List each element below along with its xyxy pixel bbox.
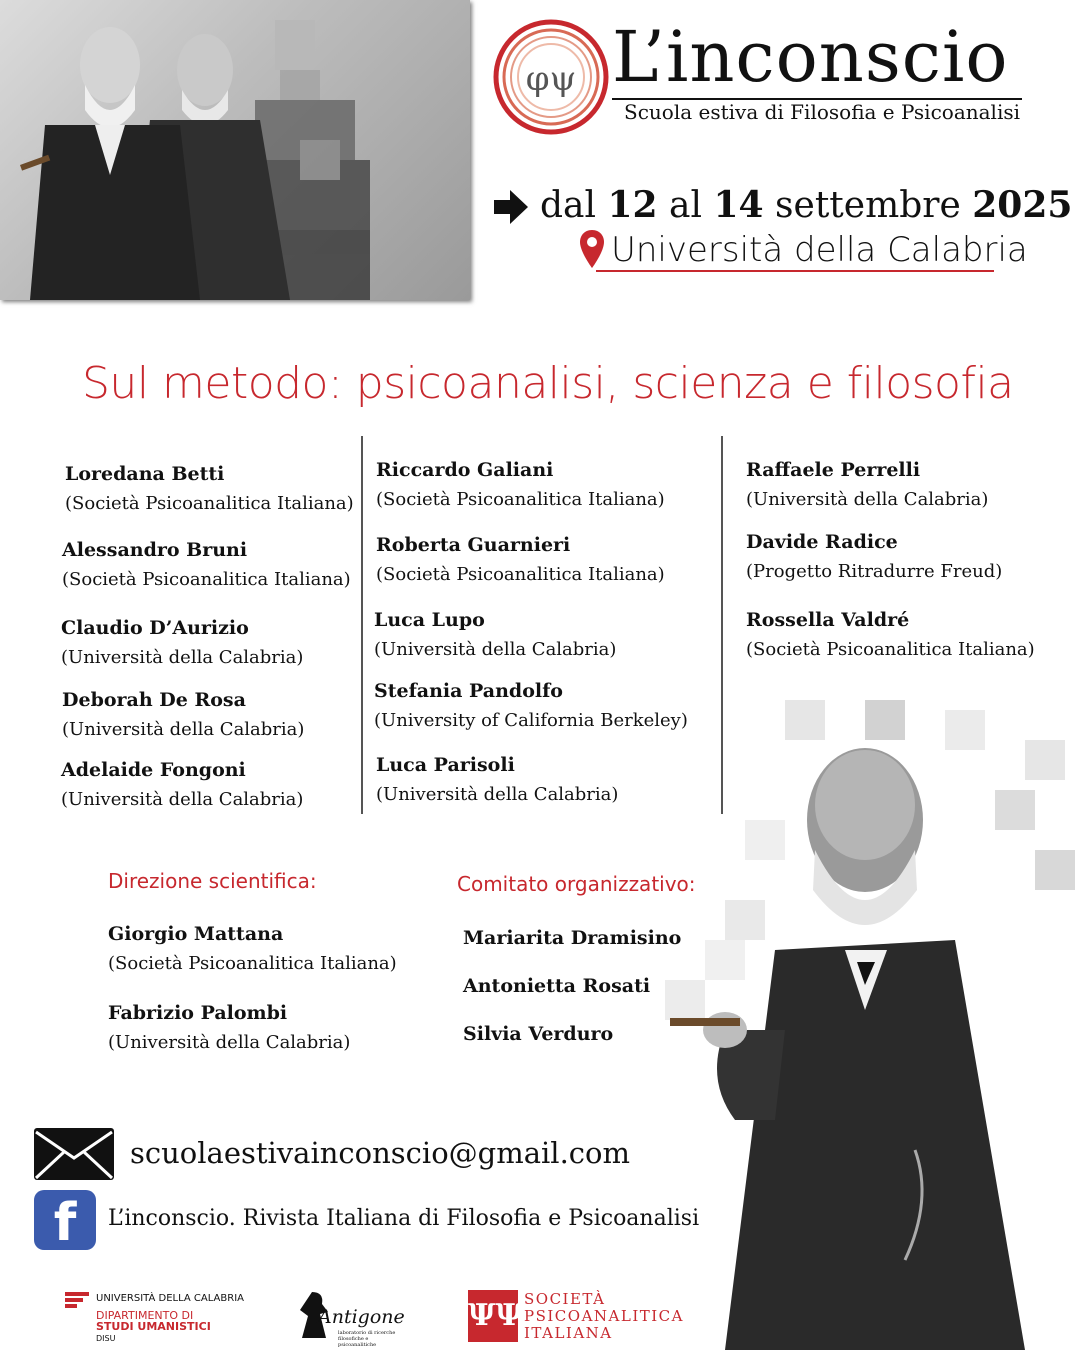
arrow-right-icon [492, 188, 530, 226]
director-entry [108, 923, 397, 974]
logo-title: L’inconscio [612, 16, 1009, 98]
speaker-affiliation: (Società Psicoanalitica Italiana) [65, 493, 354, 514]
spi-logo-icon: ΨΨ [468, 1290, 518, 1342]
committee-member [463, 927, 681, 949]
speaker-name: Alessandro Bruni [62, 539, 248, 561]
speaker-affiliation: (University of California Berkeley) [374, 710, 688, 731]
speaker-entry [376, 459, 665, 510]
speaker-name: Riccardo Galiani [376, 459, 554, 481]
speaker-affiliation: (Società Psicoanalitica Italiana) [376, 489, 665, 510]
direzione-heading: Direzione scientifica: [108, 869, 317, 893]
dates-year: 2025 [972, 184, 1073, 226]
facebook-icon[interactable]: f [34, 1190, 96, 1250]
logo-subtitle: Scuola estiva di Filosofia e Psicoanalisi [624, 100, 1021, 124]
speaker-entry [376, 534, 665, 585]
committee-member [463, 1023, 613, 1045]
dates-end: 14 [713, 184, 764, 226]
speaker-entry [62, 689, 304, 740]
speaker-name: Davide Radice [746, 531, 898, 553]
freud-figures-illustration [0, 0, 470, 300]
speaker-name: Stefania Pandolfo [374, 680, 563, 702]
director-name: Giorgio Mattana [108, 923, 284, 945]
speaker-affiliation: (Università della Calabria) [61, 789, 304, 810]
speaker-name: Raffaele Perrelli [746, 459, 921, 481]
unical-department [96, 1310, 211, 1332]
location-pin-icon [578, 228, 606, 270]
speaker-affiliation: (Università della Calabria) [62, 719, 305, 740]
dates-mid: al [669, 185, 703, 226]
unical-disu: DISU [96, 1334, 116, 1343]
speaker-entry [376, 754, 618, 805]
svg-text:φψ: φψ [525, 59, 577, 99]
speaker-name: Claudio D’Aurizio [61, 617, 249, 639]
speaker-affiliation: (Progetto Ritradurre Freud) [746, 561, 1003, 582]
speaker-affiliation: (Società Psicoanalitica Italiana) [746, 639, 1035, 660]
director-affiliation: (Università della Calabria) [108, 1032, 351, 1053]
location-underline [596, 270, 994, 272]
director-entry [108, 1002, 350, 1053]
committee-member [463, 975, 650, 997]
envelope-icon [32, 1126, 116, 1182]
contact-email[interactable]: scuolaestivainconscio@gmail.com [130, 1136, 630, 1170]
speaker-affiliation: (Università della Calabria) [61, 647, 304, 668]
speaker-name: Adelaide Fongoni [61, 759, 246, 781]
speaker-entry [746, 609, 1035, 660]
speaker-entry [61, 617, 303, 668]
director-name: Fabrizio Palombi [108, 1002, 288, 1024]
unical-dept-line-1: DIPARTIMENTO DI [96, 1309, 194, 1322]
freud-portrait-illustration [665, 700, 1080, 1350]
speaker-entry [374, 609, 616, 660]
page-title: Sul metodo: psicoanalisi, scienza e filosofia [82, 358, 1014, 409]
speaker-affiliation: (Società Psicoanalitica Italiana) [376, 564, 665, 585]
inconscio-logo-icon [492, 18, 610, 136]
unical-logo-icon [65, 1292, 89, 1308]
event-location: Università della Calabria [611, 230, 1028, 270]
facebook-page-link[interactable]: L’inconscio. Rivista Italiana di Filosofia e Psicoanalisi [108, 1206, 700, 1231]
speaker-name: Roberta Guarnieri [376, 534, 571, 556]
unical-dept-line-2: STUDI UMANISTICI [96, 1320, 211, 1333]
dates-prefix: dal [540, 185, 597, 226]
freud-photo-montage [0, 0, 470, 300]
speaker-entry [746, 531, 1002, 582]
comitato-heading: Comitato organizzativo: [457, 872, 696, 896]
committee-name: Silvia Verduro [463, 1023, 614, 1045]
unical-name: UNIVERSITÀ DELLA CALABRIA [96, 1293, 244, 1304]
speaker-entry [65, 463, 354, 514]
column-divider-1 [361, 436, 363, 814]
speaker-entry [746, 459, 988, 510]
dates-start: 12 [607, 184, 658, 226]
spi-line-3: ITALIANA [524, 1324, 613, 1342]
speaker-entry [374, 680, 688, 731]
dates-month: settembre [775, 185, 961, 226]
spi-logo-text [524, 1291, 684, 1342]
speaker-name: Deborah De Rosa [62, 689, 246, 711]
spi-line-1: SOCIETÀ [524, 1290, 606, 1308]
spi-line-2: PSICOANALITICA [524, 1307, 684, 1325]
speaker-affiliation: (Università della Calabria) [376, 784, 619, 805]
antigone-logo-text: Antigone [318, 1306, 405, 1328]
speaker-name: Loredana Betti [65, 463, 225, 485]
speaker-entry [62, 539, 351, 590]
speaker-affiliation: (Società Psicoanalitica Italiana) [62, 569, 351, 590]
director-affiliation: (Società Psicoanalitica Italiana) [108, 953, 397, 974]
speaker-affiliation: (Università della Calabria) [746, 489, 989, 510]
speaker-name: Rossella Valdré [746, 609, 910, 631]
speaker-affiliation: (Università della Calabria) [374, 639, 617, 660]
committee-name: Mariarita Dramisino [463, 927, 682, 949]
speaker-entry [61, 759, 303, 810]
committee-name: Antonietta Rosati [463, 975, 651, 997]
event-dates [540, 184, 1072, 226]
antigone-subtitle: laboratorio di ricerche filosofiche e psicoanalitiche [338, 1330, 396, 1348]
speaker-name: Luca Parisoli [376, 754, 515, 776]
speaker-name: Luca Lupo [374, 609, 485, 631]
